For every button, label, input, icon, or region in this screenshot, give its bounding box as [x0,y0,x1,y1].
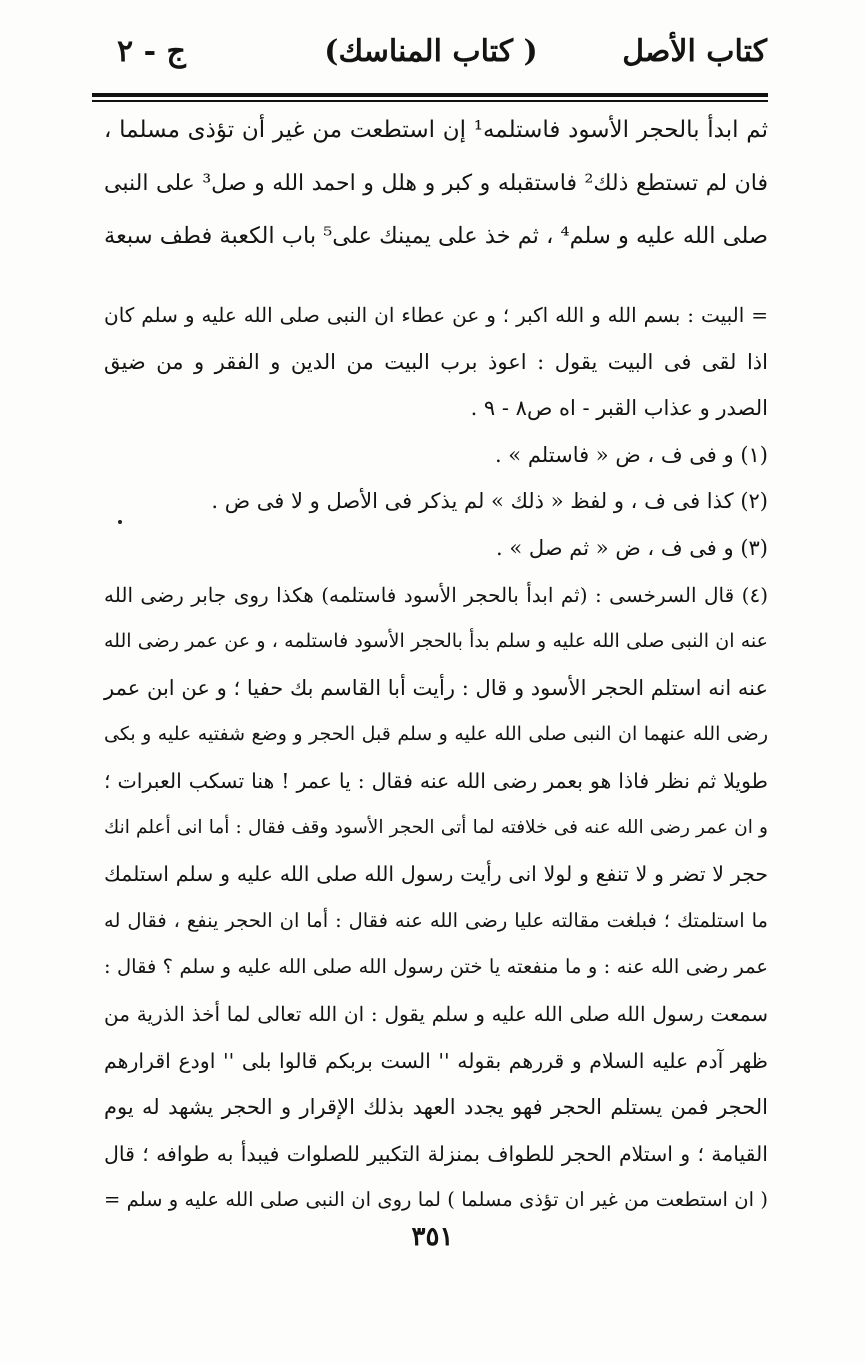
footnote-line: (١) و فى ف ، ض « فاستلم » . [494,442,768,467]
footnote-line: عنه ان النبى صلى الله عليه و سلم بدأ بالحجر الأسود فاستلمه ، و عن عمر رضى الله [104,630,768,653]
footnotes [104,292,768,1224]
footnote-line: (٢) كذا فى ف ، و لفظ « ذلك » لم يذكر فى الأصل و لا فى ض . [211,489,768,514]
footnote-line: اذا لقى فى البيت يقول : اعوذ برب البيت من الدين و الفقر و من ضيق [104,349,768,374]
footnote-line: و ان عمر رضى الله عنه فى خلافته لما أتى الحجر الأسود وقف فقال : أما انى أعلم انك [104,816,768,838]
running-header [95,34,767,88]
footnote-line: ظهر آدم عليه السلام و قررهم بقوله '' الست بربكم قالوا بلى '' اودع اقرارهم [104,1048,768,1073]
footnote-line: ما استلمتك ؛ فبلغت مقالته عليا رضى الله عنه فقال : أما ان الحجر ينفع ، فقال له [104,908,768,932]
footnote-line: سمعت رسول الله صلى الله عليه و سلم يقول : ان الله تعالى لما أخذ الذرية من [104,1001,768,1026]
book-title: كتاب الأصل [622,34,767,69]
chapter-title: ( كتاب المناسك) [324,34,538,69]
footnote-line: رضى الله عنهما ان النبى صلى الله عليه و سلم قبل الحجر و وضع شفتيه عليه و بكى [104,723,768,746]
footnote-line: (٣) و فى ف ، ض « ثم صل » . [496,535,768,560]
header-rule-thick [92,93,768,97]
footnote-line: الصدر و عذاب القبر - اه ص٨ - ٩ . [470,396,768,421]
footnote-line: = البيت : بسم الله و الله اكبر ؛ و عن عطاء ان النبى صلى الله عليه و سلم كان [104,303,768,327]
footnote-line: الحجر فمن يستلم الحجر فهو يجدد العهد بذلك الإقرار و الحجر يشهد له يوم [104,1095,768,1120]
print-speck [118,520,122,524]
page-number: ٣٥١ [411,1222,454,1252]
footnote-line: حجر لا تضر و لا تنفع و لولا انى رأيت رسول الله صلى الله عليه و سلم استلمك [104,862,768,887]
footnote-line: عمر رضى الله عنه : و ما منفعته يا ختن رسول الله صلى الله عليه و سلم ؟ فقال : [104,955,768,979]
footnote-line: القيامة ؛ و استلام الحجر للطواف بمنزلة التكبير للصلوات فيبدأ به طوافه ؛ قال [104,1141,768,1166]
header-rule-thin [92,100,768,102]
main-text-line: صلى الله عليه و سلم⁴ ، ثم خذ على يمينك على⁵ باب الكعبة فطف سبعة [104,223,768,249]
main-text-line: ثم ابدأ بالحجر الأسود فاستلمه¹ إن استطعت من غير أن تؤذى مسلما ، [104,117,768,143]
footnote-line: طويلا ثم نظر فاذا هو بعمر رضى الله عنه فقال : يا عمر ! هنا تسكب العبرات ؛ [104,768,768,793]
main-text-line: فان لم تستطع ذلك² فاستقبله و كبر و هلل و احمد الله و صل³ على النبى [104,171,769,196]
volume-label: ج - ٢ [117,34,186,69]
footnote-line: (٤) قال السرخسى : (ثم ابدأ بالحجر الأسود فاستلمه) هكذا روى جابر رضى الله [104,582,768,607]
footnote-line: عنه انه استلم الحجر الأسود و قال : رأيت أبا القاسم بك حفيا ؛ و عن ابن عمر [104,675,768,700]
main-text [104,104,768,263]
footnote-line: ( ان استطعت من غير ان تؤذى مسلما ) لما روى ان النبى صلى الله عليه و سلم = [104,1188,768,1212]
